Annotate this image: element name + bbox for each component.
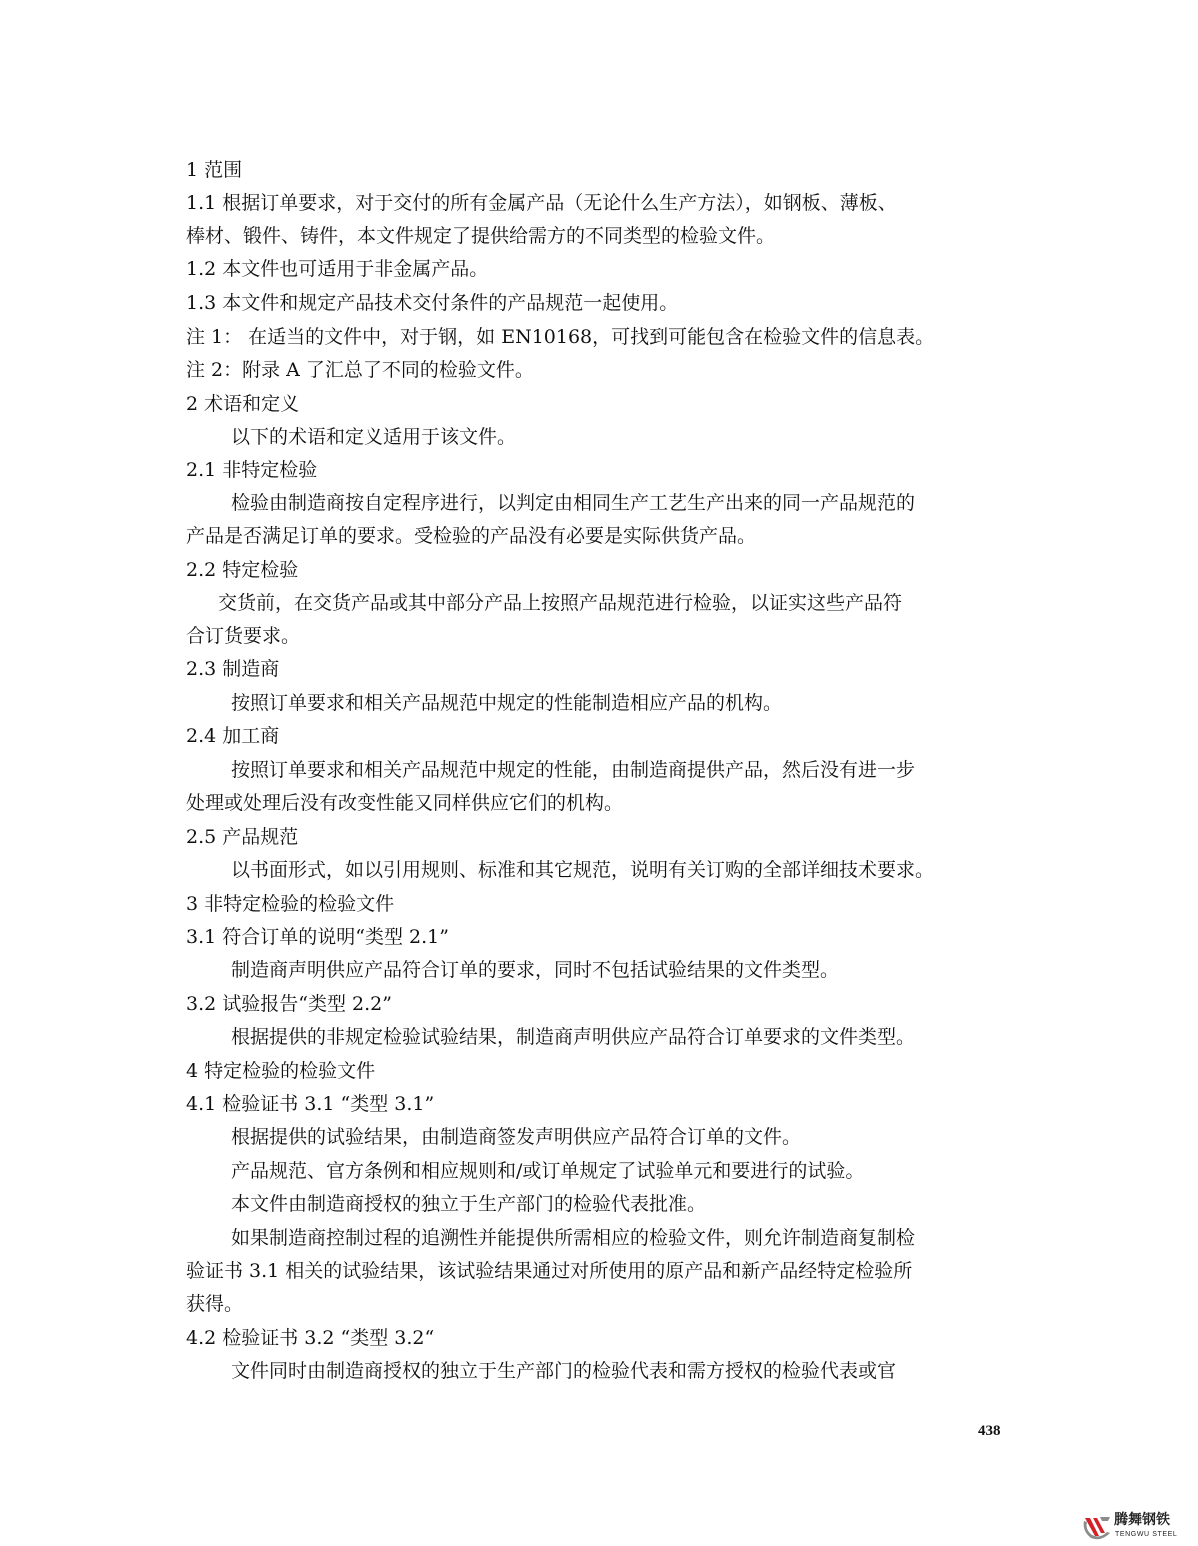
- page-number: 438: [978, 1423, 1001, 1439]
- subsection-heading: 3.1 符合订单的说明“类型 2.1”: [186, 926, 449, 948]
- paragraph-line: 获得。: [186, 1293, 244, 1315]
- paragraph-line: 按照订单要求和相关产品规范中规定的性能制造相应产品的机构。: [231, 692, 783, 714]
- section-heading: 1 范围: [186, 159, 243, 181]
- paragraph-line: 文件同时由制造商授权的独立于生产部门的检验代表和需方授权的检验代表或官: [231, 1360, 897, 1382]
- paragraph-line: 验证书 3.1 相关的试验结果，该试验结果通过对所使用的原产品和新产品经特定检验所: [186, 1260, 913, 1282]
- paragraph-line: 根据提供的试验结果，由制造商签发声明供应产品符合订单的文件。: [231, 1126, 802, 1148]
- clause-line: 1.3 本文件和规定产品技术交付条件的产品规范一起使用。: [186, 292, 679, 314]
- clause-line: 1.2 本文件也可适用于非金属产品。: [186, 258, 489, 280]
- paragraph-line: 以下的术语和定义适用于该文件。: [231, 426, 517, 448]
- section-heading: 2 术语和定义: [186, 393, 300, 415]
- paragraph-line: 交货前，在交货产品或其中部分产品上按照产品规范进行检验，以证实这些产品符: [218, 592, 903, 614]
- clause-line: 1.1 根据订单要求，对于交付的所有金属产品（无论什么生产方法），如钢板、薄板、: [186, 192, 897, 214]
- section-heading: 4 特定检验的检验文件: [186, 1060, 376, 1082]
- paragraph-line: 检验由制造商按自定程序进行，以判定由相同生产工艺生产出来的同一产品规范的: [231, 492, 916, 514]
- tengwu-steel-logo-icon: [1082, 1513, 1112, 1541]
- subsection-heading: 2.3 制造商: [186, 658, 280, 680]
- paragraph-line: 处理或处理后没有改变性能又同样供应它们的机构。: [186, 792, 624, 814]
- subsection-heading: 2.4 加工商: [186, 725, 280, 747]
- section-heading: 3 非特定检验的检验文件: [186, 893, 395, 915]
- subsection-heading: 4.2 检验证书 3.2 “类型 3.2“: [186, 1327, 435, 1349]
- brand-logo: [1082, 1512, 1190, 1542]
- note-line: 注 1： 在适当的文件中，对于钢，如 EN10168，可找到可能包含在检验文件的信息表。: [186, 326, 935, 348]
- subsection-heading: 2.1 非特定检验: [186, 459, 318, 481]
- subsection-heading: 2.2 特定检验: [186, 559, 299, 581]
- paragraph-line: 产品规范、官方条例和相应规则和/或订单规定了试验单元和要进行的试验。: [231, 1160, 865, 1182]
- paragraph-line: 合订货要求。: [186, 625, 301, 647]
- paragraph-line: 按照订单要求和相关产品规范中规定的性能，由制造商提供产品，然后没有进一步: [231, 759, 916, 781]
- logo-chinese-name: 腾舞钢铁: [1114, 1512, 1170, 1528]
- paragraph-line: 如果制造商控制过程的追溯性并能提供所需相应的检验文件，则允许制造商复制检: [231, 1227, 916, 1249]
- subsection-heading: 2.5 产品规范: [186, 826, 299, 848]
- paragraph-line: 制造商声明供应产品符合订单的要求，同时不包括试验结果的文件类型。: [231, 959, 840, 981]
- note-line: 注 2：附录 A 了汇总了不同的检验文件。: [186, 359, 534, 381]
- logo-english-name: TENGWU STEEL: [1115, 1531, 1178, 1538]
- subsection-heading: 4.1 检验证书 3.1 “类型 3.1”: [186, 1093, 435, 1115]
- clause-line: 棒材、锻件、铸件，本文件规定了提供给需方的不同类型的检验文件。: [186, 225, 776, 247]
- paragraph-line: 本文件由制造商授权的独立于生产部门的检验代表批准。: [231, 1193, 707, 1215]
- subsection-heading: 3.2 试验报告“类型 2.2”: [186, 993, 392, 1015]
- paragraph-line: 根据提供的非规定检验试验结果，制造商声明供应产品符合订单要求的文件类型。: [231, 1026, 916, 1048]
- paragraph-line: 以书面形式，如以引用规则、标准和其它规范，说明有关订购的全部详细技术要求。: [231, 859, 935, 881]
- paragraph-line: 产品是否满足订单的要求。受检验的产品没有必要是实际供货产品。: [186, 525, 757, 547]
